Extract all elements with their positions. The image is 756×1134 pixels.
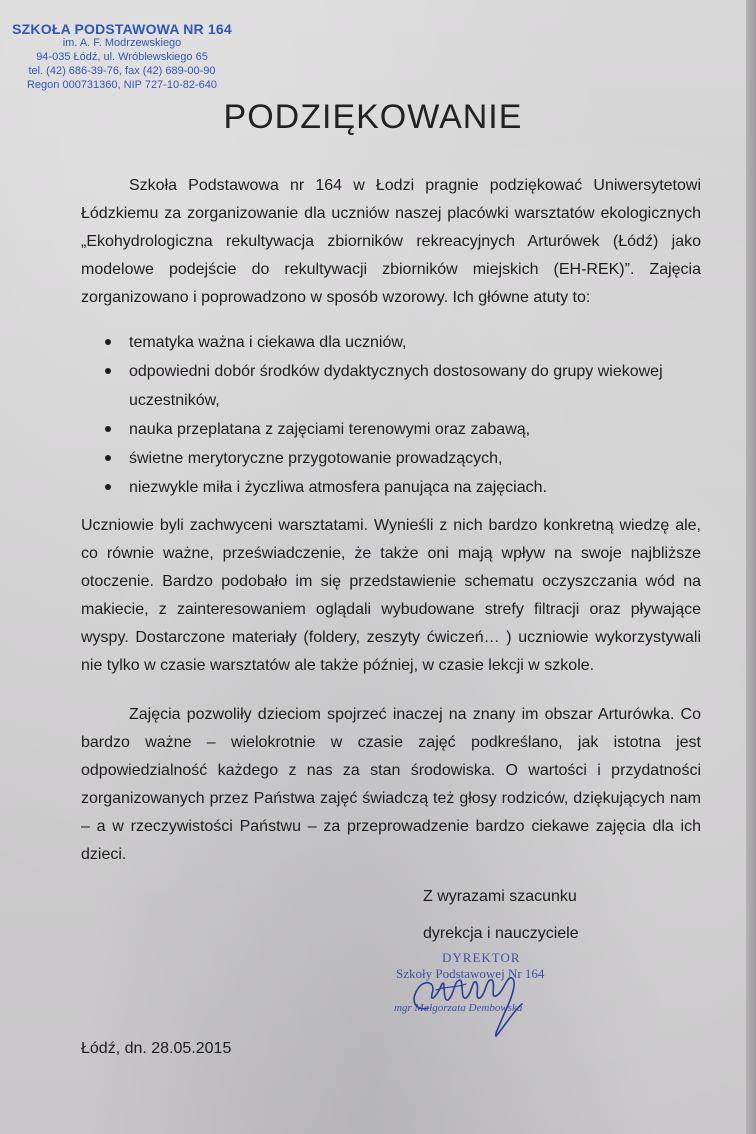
list-item: niezwykle miła i życzliwa atmosfera panująca na zajęciach. [81, 473, 701, 502]
list-item: odpowiedni dobór środków dydaktycznych dostosowany do grupy wiekowej uczestników, [81, 357, 701, 415]
signature-icon [376, 950, 596, 1040]
letterhead-school-name: SZKOŁA PODSTAWOWA NR 164 [12, 21, 232, 37]
letterhead-patron: im. A. F. Modrzewskiego [62, 37, 182, 49]
list-item: tematyka ważna i ciekawa dla uczniów, [81, 328, 701, 357]
document-date: Łódź, dn. 28.05.2015 [81, 1040, 232, 1057]
letterhead-phone: tel. (42) 686-39-76, fax (42) 689-00-90 [28, 65, 216, 77]
stamp-school: Szkoły Podstawowej Nr 164 [396, 966, 545, 981]
list-item: nauka przeplatana z zajęciami terenowymi oraz zabawą, [81, 415, 701, 444]
paragraph-summary: Zajęcia pozwoliły dzieciom spojrzeć inaczej na znany im obszar Arturówka. Co bardzo ważne – wielokrotnie w czasie zajęć podkreślano, jak istotna jest odpowiedzialność każdego z nas za stan środowiska. O wartości i przydatności zorganizowanych przez Państwa zajęć świadczą też głosy rodziców, dziękujących nam – a w rzeczywistości Państwu – za przeprowadzenie bardzo ciekawe zajęcia dla ich dzieci. [81, 706, 701, 863]
page-edge [746, 0, 756, 1134]
paragraph-students: Uczniowie byli zachwyceni warsztatami. Wynieśli z nich bardzo konkretną wiedzę ale, co równie ważne, przeświadczenie, że także oni mają wpływ na swoje najbliższe otoczenie. Bardzo podobało im się przedstawienie schematu oczyszczania wód na makiecie, z zainteresowaniem oglądali wybudowane strefy filtracji oraz pływające wyspy. Dostarczone materiały (foldery, zeszyty ćwiczeń… ) uczniowie wykorzystywali nie tylko w czasie warsztatów ale także później, w czasie lekcji w szkole. [81, 517, 701, 674]
director-stamp [376, 950, 596, 1040]
school-letterhead [6, 22, 238, 92]
stamp-title: DYREKTOR [442, 950, 521, 965]
paragraph-intro: Szkoła Podstawowa nr 164 w Łodzi pragnie podziękować Uniwersytetowi Łódzkiemu za zorganizowanie dla uczniów naszej placówki warsztatów ekologicznych „Ekohydrologiczna rekultywacja zbiorników rekreacyjnych Arturówek (Łódź) jako modelowe podejście do rekultywacji zbiorników miejskich (EH-REK)”. Zajęcia zorganizowano i poprowadzono w sposób wzorowy. Ich główne atuty to: [81, 177, 701, 306]
letterhead-address: 94-035 Łódź, ul. Wróblewskiego 65 [36, 51, 208, 63]
letterhead-ids: Regon 000731360, NIP 727-10-82-640 [26, 79, 217, 91]
closing-regards: Z wyrazami szacunku [423, 888, 577, 905]
list-item: świetne merytoryczne przygotowanie prowadzących, [81, 444, 701, 473]
closing-signatories: dyrekcja i nauczyciele [423, 925, 579, 942]
stamp-name: mgr Małgorzata Dembowska [394, 1002, 523, 1014]
document-title: PODZIĘKOWANIE [223, 98, 523, 136]
advantages-list [81, 328, 701, 502]
